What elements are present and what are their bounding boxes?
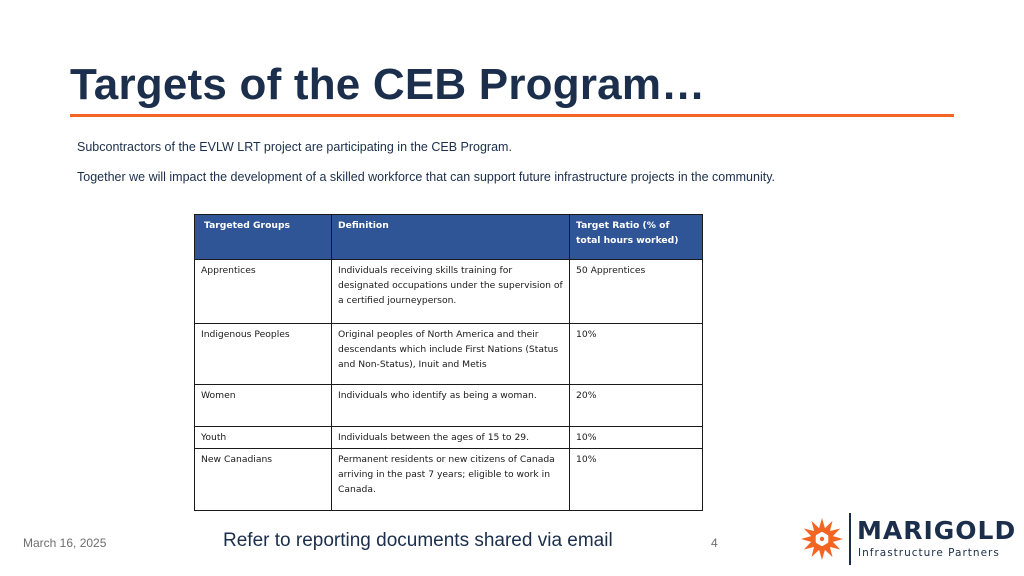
- definition-cell: Permanent residents or new citizens of Canada arriving in the past 7 years; eligible to work in Canada.: [332, 449, 570, 511]
- target-cell: 20%: [570, 385, 703, 427]
- impact-paragraph: Together we will impact the development of a skilled workforce that can support future infrastructure projects in the community.: [77, 170, 776, 184]
- footer-note: Refer to reporting documents shared via email: [223, 530, 613, 551]
- slide-title: Targets of the CEB Program…: [70, 60, 706, 109]
- table-row: [195, 324, 703, 385]
- group-cell: Youth: [195, 427, 332, 449]
- targets-table: [194, 214, 703, 511]
- table-row: [195, 427, 703, 449]
- slide-date: March 16, 2025: [23, 536, 107, 550]
- page-number: 4: [711, 536, 718, 550]
- header-definition: Definition: [332, 215, 570, 260]
- group-cell: Apprentices: [195, 260, 332, 324]
- table-header-row: [195, 215, 703, 260]
- target-cell: 10%: [570, 449, 703, 511]
- title-underline: [70, 114, 954, 117]
- group-cell: New Canadians: [195, 449, 332, 511]
- definition-cell: Individuals receiving skills training for designated occupations under the supervision of a certified journeyperson.: [332, 260, 570, 324]
- table-row: [195, 449, 703, 511]
- header-target-ratio: Target Ratio (% of total hours worked): [570, 215, 703, 260]
- logo-wordmark: MARIGOLD: [857, 516, 1017, 545]
- definition-cell: Individuals between the ages of 15 to 29.: [332, 427, 570, 449]
- table-row: [195, 385, 703, 427]
- definition-cell: Individuals who identify as being a woman.: [332, 385, 570, 427]
- intro-paragraph: Subcontractors of the EVLW LRT project are participating in the CEB Program.: [77, 140, 512, 154]
- target-cell: 10%: [570, 324, 703, 385]
- marigold-logo: [798, 510, 1017, 570]
- logo-divider: [849, 513, 851, 565]
- header-targeted-groups: Targeted Groups: [195, 215, 332, 260]
- definition-cell: Original peoples of North America and their descendants which include First Nations (Status and Non-Status), Inuit and Metis: [332, 324, 570, 385]
- logo-subtitle: Infrastructure Partners: [858, 547, 1000, 559]
- table-row: [195, 260, 703, 324]
- target-cell: 50 Apprentices: [570, 260, 703, 324]
- marigold-flower-icon: [798, 515, 846, 563]
- group-cell: Women: [195, 385, 332, 427]
- group-cell: Indigenous Peoples: [195, 324, 332, 385]
- target-cell: 10%: [570, 427, 703, 449]
